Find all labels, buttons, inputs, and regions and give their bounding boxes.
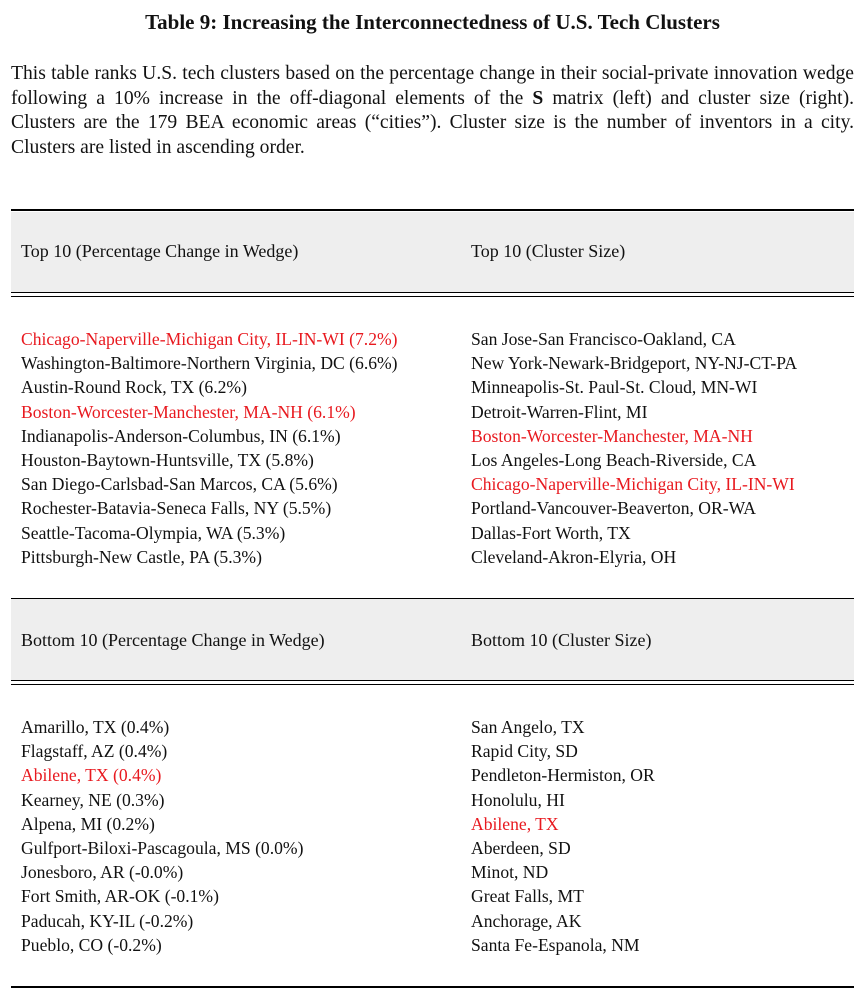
list-item: Pittsburgh-New Castle, PA (5.3%) xyxy=(21,546,262,567)
top-rule xyxy=(11,209,854,211)
table-title: Table 9: Increasing the Interconnectedness of U.S. Tech Clusters xyxy=(145,10,720,34)
list-item: Paducah, KY-IL (-0.2%) xyxy=(21,910,194,931)
header-rule-bottom-2 xyxy=(11,684,854,685)
list-item: Honolulu, HI xyxy=(471,789,565,810)
list-item: Rapid City, SD xyxy=(471,741,578,762)
list-item: Minot, ND xyxy=(471,862,549,883)
list-item: Washington-Baltimore-Northern Virginia, DC (6.6%) xyxy=(21,353,398,374)
list-item: Abilene, TX (0.4%) xyxy=(21,765,162,786)
list-item: Austin-Round Rock, TX (6.2%) xyxy=(21,377,247,398)
list-item: New York-Newark-Bridgeport, NY-NJ-CT-PA xyxy=(471,353,798,374)
header-rule-top-1 xyxy=(11,292,854,293)
caption-text-1: This table ranks U.S. tech clusters based on the percentage change in their social-private innovation wedge following a 10% increase in the off-diagonal elements of the xyxy=(11,63,854,109)
list-item: Kearney, NE (0.3%) xyxy=(21,789,165,810)
list-item: Cleveland-Akron-Elyria, OH xyxy=(471,546,677,567)
list-item: Abilene, TX xyxy=(471,813,559,834)
list-item: San Angelo, TX xyxy=(471,717,585,737)
caption-text-2: matrix (left) and cluster size (right). Clusters are the 179 BEA economic areas (“cities”). Cluster size is the number of inventors in a city. Clusters are listed in ascending order. xyxy=(11,87,854,158)
list-top-wedge xyxy=(21,327,398,569)
list-item: San Diego-Carlsbad-San Marcos, CA (5.6%) xyxy=(21,474,338,495)
header-bottom-wedge: Bottom 10 (Percentage Change in Wedge) xyxy=(21,630,325,650)
list-item: Minneapolis-St. Paul-St. Cloud, MN-WI xyxy=(471,377,758,398)
list-item: Detroit-Warren-Flint, MI xyxy=(471,401,648,422)
list-item: Houston-Baytown-Huntsville, TX (5.8%) xyxy=(21,450,314,471)
list-item: Anchorage, AK xyxy=(471,910,582,931)
list-item: Boston-Worcester-Manchester, MA-NH xyxy=(471,425,753,446)
table-caption xyxy=(11,62,854,160)
list-item: Chicago-Naperville-Michigan City, IL-IN-WI xyxy=(471,474,795,495)
list-item: San Jose-San Francisco-Oakland, CA xyxy=(471,329,736,349)
list-item: Boston-Worcester-Manchester, MA-NH (6.1%) xyxy=(21,401,356,422)
header-bottom-size: Bottom 10 (Cluster Size) xyxy=(471,630,652,650)
list-item: Portland-Vancouver-Beaverton, OR-WA xyxy=(471,498,756,519)
header-rule-top-2 xyxy=(11,296,854,297)
header-top-size: Top 10 (Cluster Size) xyxy=(471,241,626,261)
header-rule-bottom-1 xyxy=(11,680,854,681)
list-item: Seattle-Tacoma-Olympia, WA (5.3%) xyxy=(21,522,286,543)
list-item: Santa Fe-Espanola, NM xyxy=(471,934,640,955)
list-item: Rochester-Batavia-Seneca Falls, NY (5.5%) xyxy=(21,498,332,519)
list-item: Chicago-Naperville-Michigan City, IL-IN-WI (7.2%) xyxy=(21,329,398,349)
list-item: Gulfport-Biloxi-Pascagoula, MS (0.0%) xyxy=(21,838,304,859)
list-bottom-size xyxy=(471,715,655,957)
list-item: Aberdeen, SD xyxy=(471,838,571,859)
list-item: Great Falls, MT xyxy=(471,886,584,907)
list-bottom-wedge xyxy=(21,715,303,957)
list-item: Flagstaff, AZ (0.4%) xyxy=(21,741,168,762)
header-top-wedge: Top 10 (Percentage Change in Wedge) xyxy=(21,241,299,261)
bottom-rule xyxy=(11,986,854,988)
list-item: Pendleton-Hermiston, OR xyxy=(471,765,655,786)
list-item: Dallas-Fort Worth, TX xyxy=(471,522,631,543)
list-item: Alpena, MI (0.2%) xyxy=(21,813,155,834)
list-item: Los Angeles-Long Beach-Riverside, CA xyxy=(471,450,757,471)
list-item: Amarillo, TX (0.4%) xyxy=(21,717,170,737)
list-item: Indianapolis-Anderson-Columbus, IN (6.1%) xyxy=(21,425,341,446)
list-item: Jonesboro, AR (-0.0%) xyxy=(21,862,184,883)
list-item: Fort Smith, AR-OK (-0.1%) xyxy=(21,886,219,907)
list-item: Pueblo, CO (-0.2%) xyxy=(21,934,162,955)
caption-matrix-symbol: S xyxy=(532,87,544,109)
list-top-size xyxy=(471,327,797,569)
